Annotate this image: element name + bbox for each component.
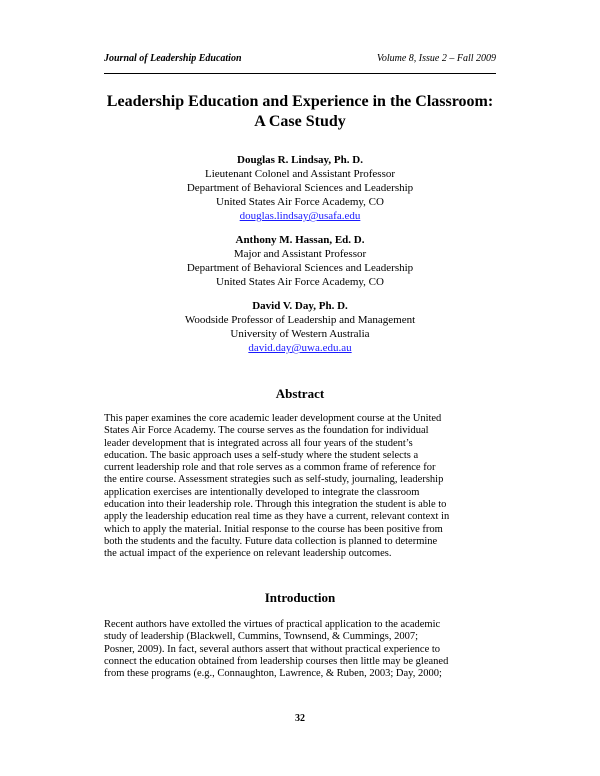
- abstract-line: the actual impact of the experience on relevant leadership outcomes.: [104, 548, 392, 560]
- running-header: [104, 53, 496, 64]
- introduction-line: study of leadership (Blackwell, Cummins, Townsend, & Cummings, 2007;: [104, 631, 419, 643]
- author-affiliation-line: Department of Behavioral Sciences and Leadership: [186, 182, 414, 194]
- header-rule: [104, 73, 496, 74]
- volume-issue: Volume 8, Issue 2 – Fall 2009: [376, 53, 496, 64]
- author-1: [60, 153, 540, 223]
- abstract-line: both the students and the faculty. Future data collection is planned to determine: [104, 535, 438, 547]
- author-affiliation-line: United States Air Force Academy, CO: [216, 196, 384, 208]
- page-number: 32: [295, 713, 305, 724]
- author-affiliation-line: Lieutenant Colonel and Assistant Professor: [204, 168, 396, 180]
- introduction-line: connect the education obtained from leadership courses then little may be gleaned: [104, 655, 449, 667]
- author-affiliation-line: Woodside Professor of Leadership and Management: [184, 314, 416, 326]
- abstract-line: current leadership role and that role serves as a common frame of reference for: [104, 462, 436, 474]
- abstract-line: the entire course. Assessment strategies such as self-study, journaling, leadership: [104, 474, 444, 486]
- author-name: Anthony M. Hassan, Ed. D.: [235, 234, 365, 246]
- introduction-text: [104, 619, 499, 680]
- abstract-line: leader development that is integrated across all four years of the student’s: [104, 437, 413, 449]
- abstract-line: which to apply the material. Initial response to the course has been positive from: [104, 523, 443, 535]
- abstract-line: apply the leadership education real time as they have a current, relevant context in: [104, 511, 450, 523]
- abstract-text: [104, 413, 499, 561]
- author-block: [60, 153, 540, 365]
- abstract-line: This paper examines the core academic leader development course at the United: [104, 413, 442, 424]
- author-affiliation-line: Major and Assistant Professor: [233, 248, 367, 260]
- abstract-line: States Air Force Academy. The course serves as the foundation for individual: [104, 425, 429, 437]
- abstract-heading: Abstract: [275, 386, 325, 401]
- author-affiliation-line: University of Western Australia: [230, 328, 370, 340]
- author-name: Douglas R. Lindsay, Ph. D.: [237, 154, 363, 166]
- introduction-heading: Introduction: [264, 590, 336, 605]
- journal-name: Journal of Leadership Education: [104, 53, 242, 64]
- abstract-line: education. The basic approach uses a self-study where the student selects a: [104, 449, 419, 461]
- author-2: [60, 233, 540, 289]
- abstract-line: education into their leadership role. Through this integration the student is able to: [104, 499, 447, 511]
- author-3: [60, 299, 540, 355]
- title-line-1: Leadership Education and Experience in the Classroom:: [106, 93, 494, 110]
- author-email-link[interactable]: david.day@uwa.edu.au: [248, 342, 352, 354]
- introduction-line: Posner, 2009). In fact, several authors assert that without practical experience to: [104, 643, 441, 655]
- author-affiliation-line: Department of Behavioral Sciences and Leadership: [186, 262, 414, 274]
- author-affiliation-line: United States Air Force Academy, CO: [216, 276, 384, 288]
- paper-title: [60, 92, 540, 132]
- introduction-line: from these programs (e.g., Connaughton, Lawrence, & Ruben, 2003; Day, 2000;: [104, 668, 442, 680]
- author-name: David V. Day, Ph. D.: [252, 300, 348, 312]
- introduction-line: Recent authors have extolled the virtues of practical application to the academic: [104, 619, 441, 630]
- author-email-link[interactable]: douglas.lindsay@usafa.edu: [239, 210, 361, 222]
- abstract-line: application exercises are intentionally developed to integrate the classroom: [104, 486, 420, 498]
- title-line-2: A Case Study: [254, 113, 346, 130]
